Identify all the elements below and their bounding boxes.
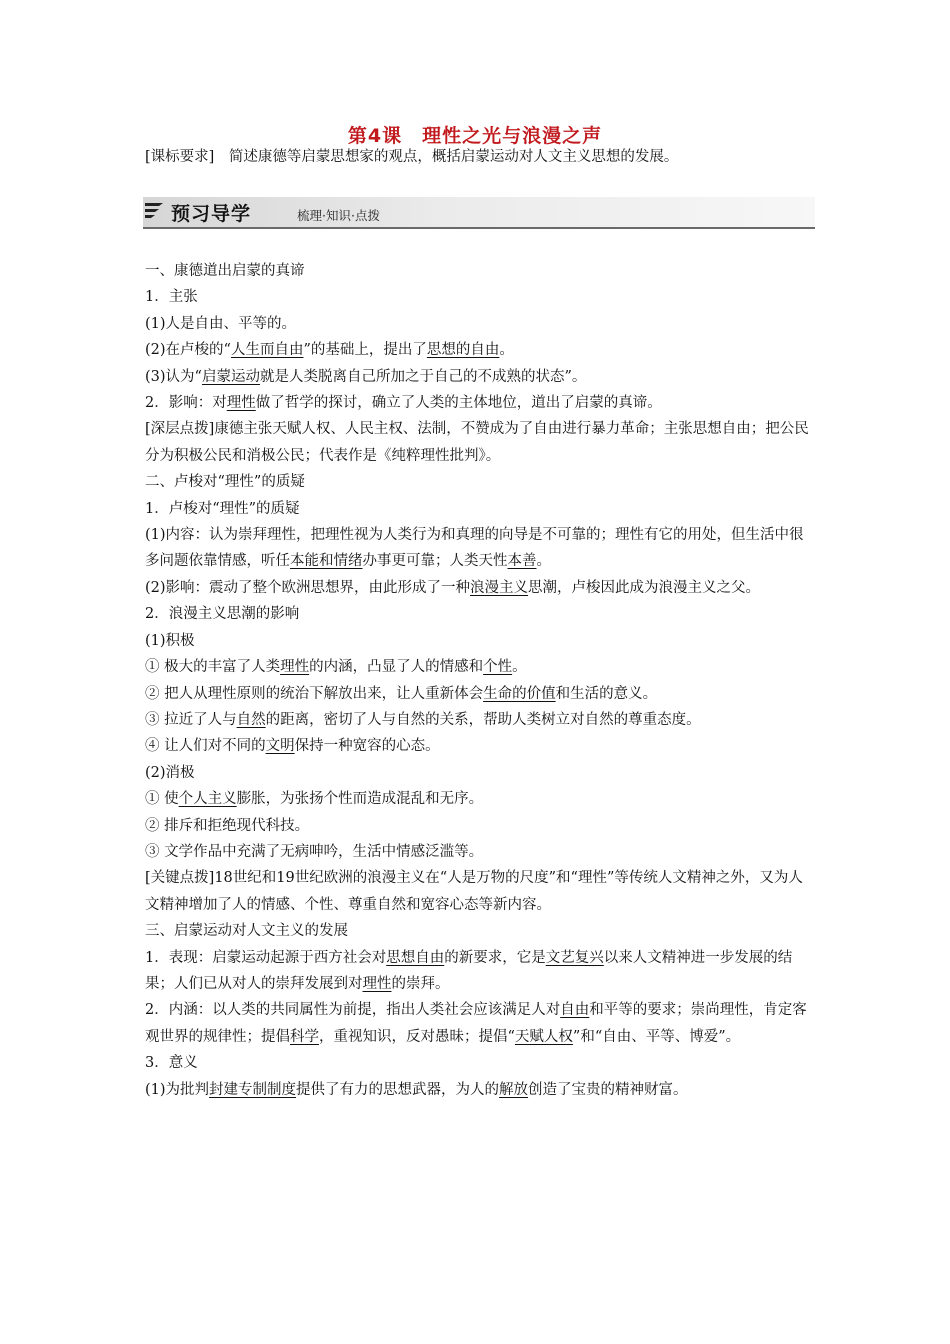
underlined-answer: 文艺复兴	[545, 949, 604, 966]
text-segment: ”的基础上，提出了	[303, 342, 427, 359]
underlined-answer: 理性	[280, 659, 310, 676]
text-segment: (2)影响：震动了整个欧洲思想界，由此形成了一种	[145, 579, 471, 596]
underlined-answer: 自然	[236, 711, 266, 728]
underlined-answer: 个性	[483, 659, 513, 676]
text-line	[145, 997, 817, 1050]
text-segment: 。	[536, 553, 551, 570]
underlined-answer: 文明	[265, 738, 295, 755]
text-segment: 的内涵，凸显了人的情感和	[309, 659, 484, 676]
text-line	[145, 760, 817, 786]
curriculum-requirement	[145, 147, 825, 167]
text-line	[145, 601, 817, 627]
text-line	[145, 707, 817, 733]
underlined-answer: 解放	[499, 1081, 529, 1098]
underlined-answer: 理性	[226, 395, 256, 412]
text-segment: 的崇拜。	[391, 975, 450, 992]
text-segment: 2．内涵：以人类的共同属性为前提，指出人类社会应该满足人对	[145, 1002, 561, 1019]
text-segment: 做了哲学的探讨，确立了人类的主体地位，道出了启蒙的真谛。	[255, 395, 662, 412]
text-segment: (2)在卢梭的“	[145, 342, 231, 359]
underlined-answer: 本能和情绪	[290, 553, 363, 570]
text-segment: 保持一种宽容的心态。	[294, 738, 440, 755]
stripes-icon	[143, 201, 165, 223]
text-segment: ① 使	[145, 791, 179, 808]
banner-title: 预习导学	[171, 203, 252, 225]
text-segment: 以来人文精神进一步发展的结果；人们已从对人的崇拜发展到对	[145, 949, 793, 992]
text-segment: 的新要求，它是	[444, 949, 546, 966]
underlined-answer: 封建专制制度	[209, 1081, 297, 1098]
text-segment: 一、康德道出启蒙的真谛	[145, 263, 305, 279]
text-segment: (1)积极	[145, 632, 195, 649]
text-segment: ① 极大的丰富了人类	[145, 659, 281, 676]
text-line	[145, 733, 817, 759]
underlined-answer: 理性	[362, 975, 392, 992]
underlined-answer: 自由	[560, 1002, 590, 1019]
text-segment: (1)为批判	[145, 1081, 210, 1098]
text-line	[145, 311, 817, 337]
text-segment: (1)人是自由、平等的。	[145, 315, 297, 332]
text-line	[145, 945, 817, 998]
text-segment: 和生活的意义。	[555, 685, 658, 702]
text-segment: 二、卢梭对“理性”的质疑	[145, 474, 305, 491]
text-segment: [深层点拨]康德主张天赋人权、人民主权、法制，不赞成为了自由进行暴力革命；主张思想自由；把公民分为积极公民和消极公民；代表作是《纯粹理性批判》。	[145, 421, 809, 464]
text-segment: (2)消极	[145, 764, 195, 781]
text-line	[145, 839, 817, 865]
text-segment: ② 把人从理性原则的统治下解放出来，让人重新体会	[145, 685, 484, 702]
text-segment: ③ 文学作品中充满了无病呻吟，生活中情感泛滥等。	[145, 843, 484, 860]
underlined-answer: 科学	[290, 1028, 319, 1045]
text-segment: 2．影响：对	[145, 395, 227, 412]
text-line	[145, 1077, 817, 1103]
text-line	[145, 865, 817, 918]
text-line	[145, 813, 817, 839]
underlined-answer: 思想自由	[386, 949, 445, 966]
text-line	[145, 786, 817, 812]
text-line	[145, 628, 817, 654]
underlined-answer: 思想的自由	[426, 342, 500, 359]
text-segment: ④ 让人们对不同的	[145, 738, 266, 755]
text-line	[145, 1050, 817, 1076]
text-segment: 办事更可靠；人类天性	[362, 553, 508, 570]
text-line	[145, 918, 817, 944]
text-line	[145, 496, 817, 522]
text-segment: 2．浪漫主义思潮的影响	[145, 606, 300, 623]
requirement-text: 简述康德等启蒙思想家的观点，概括启蒙运动对人文主义思想的发展。	[214, 149, 679, 165]
text-segment: (3)认为“	[145, 368, 202, 385]
text-segment: 提供了有力的思想武器，为人的	[296, 1081, 500, 1098]
underlined-answer: 启蒙运动	[201, 368, 260, 385]
underlined-answer: 天赋人权	[514, 1028, 573, 1045]
lesson-title: 第4课 理性之光与浪漫之声	[347, 125, 603, 147]
text-segment: ”和“自由、平等、博爱”。	[572, 1028, 741, 1045]
text-segment: [关键点拨]18世纪和19世纪欧洲的浪漫主义在“人是万物的尺度”和“理性”等传统人文精神之外，又为人文精神增加了人的情感、个性、尊重自然和宽容心态等新内容。	[145, 870, 803, 913]
text-segment: 就是人类脱离自己所加之于自己的不成熟的状态”。	[259, 368, 587, 385]
text-segment: 。	[512, 659, 527, 676]
text-segment: 。	[499, 342, 514, 359]
text-segment: 1．主张	[145, 289, 198, 306]
text-line	[145, 390, 817, 416]
banner-subtitle: 梳理·知识·点拨	[297, 208, 380, 223]
underlined-answer: 本善	[507, 553, 537, 570]
text-segment: 的距离，密切了人与自然的关系，帮助人类树立对自然的尊重态度。	[265, 711, 701, 728]
text-segment: 1．卢梭对“理性”的质疑	[145, 500, 300, 517]
text-segment: ③ 拉近了人与	[145, 711, 237, 728]
text-segment: 和平等的要求；崇尚理性，肯定客观世界的规律性；提倡	[145, 1002, 807, 1045]
underlined-answer: 浪漫主义	[470, 579, 529, 596]
document-body	[145, 258, 817, 1103]
text-segment: (1)内容：认为崇拜理性，把理性视为人类行为和真理的向导是不可靠的；理性有它的用处，但生活中很多问题依靠情感，听任	[145, 527, 804, 570]
text-segment: 膨胀，为张扬个性而造成混乱和无序。	[236, 791, 484, 808]
text-segment: 1．表现：启蒙运动起源于西方社会对	[145, 949, 387, 966]
text-segment: 三、启蒙运动对人文主义的发展	[145, 923, 348, 940]
section-banner	[143, 197, 815, 229]
text-line	[145, 575, 817, 601]
text-segment: 3．意义	[145, 1055, 198, 1072]
underlined-answer: 人生而自由	[230, 342, 304, 359]
requirement-label: [课标要求]	[145, 149, 215, 165]
text-line	[145, 258, 817, 284]
text-segment: ② 排斥和拒绝现代科技。	[145, 817, 310, 834]
text-line	[145, 364, 817, 390]
text-segment: 思潮，卢梭因此成为浪漫主义之父。	[528, 579, 761, 596]
text-line	[145, 681, 817, 707]
underlined-answer: 个人主义	[178, 791, 237, 808]
underlined-answer: 生命的价值	[483, 685, 556, 702]
text-line	[145, 522, 817, 575]
text-line	[145, 284, 817, 310]
text-segment: ，重视知识，反对愚昧；提倡“	[319, 1028, 515, 1045]
text-line	[145, 469, 817, 495]
text-line	[145, 337, 817, 363]
text-segment: 创造了宝贵的精神财富。	[528, 1081, 688, 1098]
text-line	[145, 654, 817, 680]
text-line	[145, 416, 817, 469]
